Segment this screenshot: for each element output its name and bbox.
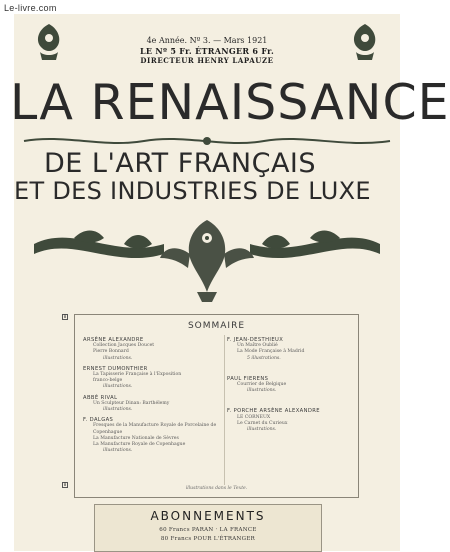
toc-author: ARSÈNE ALEXANDRE <box>83 337 144 343</box>
toc-work: La Manufacture Nationale de Sèvres <box>93 435 179 441</box>
toc-author: ERNEST DUMONTHIER <box>83 365 148 372</box>
subscription-panel <box>94 504 322 552</box>
toc-author: PAUL FIERENS <box>227 375 269 382</box>
toc-entry <box>83 395 223 414</box>
toc-caption: illustrations. <box>247 388 277 394</box>
toc-right-column <box>227 337 352 437</box>
toc-author: ABBÉ RIVAL <box>83 394 118 401</box>
subscription-title: ABONNEMENTS <box>150 509 266 523</box>
toc-work: Le Carnet du Curieux <box>237 420 288 426</box>
toc-work: La Manufacture Royale de Copenhague <box>93 442 186 448</box>
issue-info: 4e Année. Nº 3. — Mars 1921 <box>146 36 268 45</box>
toc-caption: illustrations. <box>103 448 133 454</box>
toc-divider <box>224 335 225 485</box>
toc-entry <box>227 376 352 395</box>
toc-left-column <box>83 337 223 458</box>
toc-work: Collection Jacques Doucet <box>93 343 155 349</box>
toc-work: Pierre Bonnard <box>93 349 129 355</box>
magazine-cover <box>10 14 450 551</box>
toc-author: F. JEAN-DESTHIEUX <box>227 337 284 343</box>
toc-caption: illustrations. <box>103 355 133 361</box>
toc-work: Fresques de la Manufacture Royale de Porcelaine de Copenhague <box>93 423 217 435</box>
table-of-contents <box>74 314 359 498</box>
title-line-1: LA RENAISSANCE <box>10 74 450 131</box>
toc-work: Courrier de Belgique <box>237 382 287 388</box>
toc-work: LE CORNEUX <box>237 414 271 420</box>
watermark-text: Le-livre.com <box>4 3 57 13</box>
toc-work: La Mode Française à Madrid <box>237 349 305 355</box>
phoenix-emblem-icon <box>14 214 400 304</box>
toc-entry <box>83 337 223 362</box>
subscription-line-1: 60 Francs PARAN · LA FRANCE <box>159 527 257 533</box>
toc-caption: illustrations. <box>247 427 277 433</box>
toc-entry <box>227 408 352 433</box>
margin-mark-top: 8 <box>63 314 67 319</box>
toc-work: Un Maître Oublié <box>237 343 278 349</box>
title-line-2: DE L'ART FRANÇAIS <box>44 148 317 179</box>
toc-entry <box>83 366 223 391</box>
director-info: DIRECTEUR HENRY LAPAUZE <box>140 56 274 65</box>
toc-caption: 5 illustrations. <box>247 355 281 361</box>
toc-work: Un Sculpteur Dinan: Barthélemy <box>93 400 170 406</box>
title-line-3: ET DES INDUSTRIES DE LUXE <box>14 177 371 205</box>
toc-footer: illustrations dans le Texte. <box>185 486 248 491</box>
toc-work: franco-belge <box>93 378 123 384</box>
margin-mark-bottom: 8 <box>63 482 67 487</box>
toc-title: SOMMAIRE <box>187 321 246 331</box>
toc-author: F. DALGAS <box>83 417 114 424</box>
toc-entry <box>227 337 352 362</box>
subscription-line-2: 80 Francs POUR L'ÉTRANGER <box>160 536 256 542</box>
toc-caption: illustrations. <box>103 407 133 413</box>
toc-entry <box>83 417 223 454</box>
toc-caption: illustrations. <box>103 384 133 390</box>
toc-work: La Tapisserie Française à l'Exposition <box>93 372 182 378</box>
toc-author: F. PORCHE ARSÈNE ALEXANDRE <box>227 408 320 415</box>
price-info: LE Nº 5 Fr. ÉTRANGER 6 Fr. <box>139 46 275 56</box>
